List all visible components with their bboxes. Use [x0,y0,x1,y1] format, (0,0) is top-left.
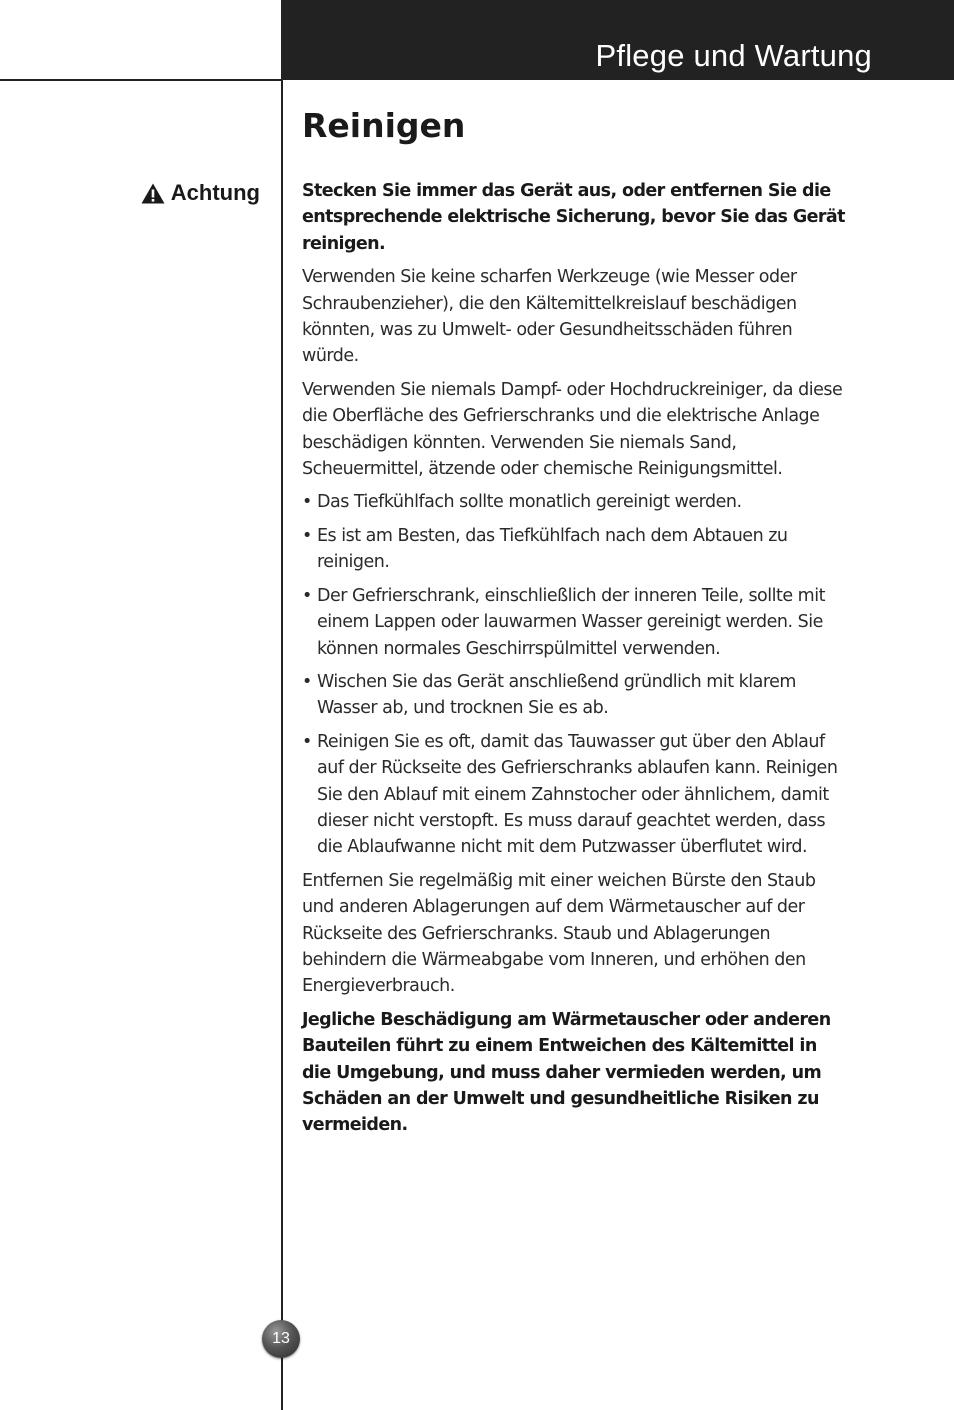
list-item: • Der Gefrierschrank, einschließlich der inneren Teile, sollte mit einem Lappen oder lauwarmen Wasser gereinigt werden. Sie können normales Geschirrspülmittel verwenden. [302,583,850,662]
header-divider [0,79,282,81]
dust-paragraph: Entfernen Sie regelmäßig mit einer weichen Bürste den Staub und anderen Ablagerungen auf dem Wärmetauscher auf der Rückseite des Gefrierschranks. Staub und Ablagerungen behindern die Wärmeabgabe vom Inneren, und erhöhen den Energieverbrauch. [302,870,816,997]
list-item: • Das Tiefkühlfach sollte monatlich gereinigt werden. [302,489,850,515]
chapter-title: Pflege und Wartung [595,38,872,73]
header-bar [282,0,954,80]
warning-label: Achtung [170,180,260,205]
cleaning-tips-list [302,489,850,860]
steam-paragraph: Verwenden Sie niemals Dampf- oder Hochdruckreiniger, da diese die Oberfläche des Gefrierschranks und die elektrische Anlage beschädigen könnten. Verwenden Sie niemals Sand, Scheuermittel, ätzende oder chemische Reinigungsmittel. [302,379,843,480]
page-number-badge [262,1320,300,1358]
intro-warning-paragraph: Stecken Sie immer das Gerät aus, oder entfernen Sie die entsprechende elektrische Sicherung, bevor Sie das Gerät reinigen. [302,181,845,254]
list-item: • Reinigen Sie es oft, damit das Tauwasser gut über den Ablauf auf der Rückseite des Gefrierschranks ablaufen kann. Reinigen Sie den Ablauf mit einem Zahnstocher oder ähnlichem, damit dieser nicht verstopft. Es muss darauf geachtet werden, dass die Ablaufwanne nicht mit dem Putzwasser überflutet wird. [302,729,850,861]
list-item: • Es ist am Besten, das Tiefkühlfach nach dem Abtauen zu reinigen. [302,523,850,576]
warning-label-group [141,180,260,206]
main-content [302,178,850,1146]
tools-paragraph: Verwenden Sie keine scharfen Werkzeuge (wie Messer oder Schraubenzieher), die den Kältemittelkreislauf beschädigen könnten, was zu Umwelt- oder Gesundheitsschäden führen würde. [302,267,797,367]
page-number: 13 [272,1330,290,1347]
list-item: • Wischen Sie das Gerät anschließend gründlich mit klarem Wasser ab, und trocknen Sie es ab. [302,669,850,722]
section-title: Reinigen [302,106,466,145]
warning-triangle-icon [141,183,165,204]
closing-warning-paragraph: Jegliche Beschädigung am Wärmetauscher oder anderen Bauteilen führt zu einem Entweichen des Kältemittel in die Umgebung, und muss daher vermieden werden, um Schäden an der Umwelt und gesundheitliche Risiken zu vermeiden. [302,1009,831,1136]
column-divider [281,0,283,1410]
